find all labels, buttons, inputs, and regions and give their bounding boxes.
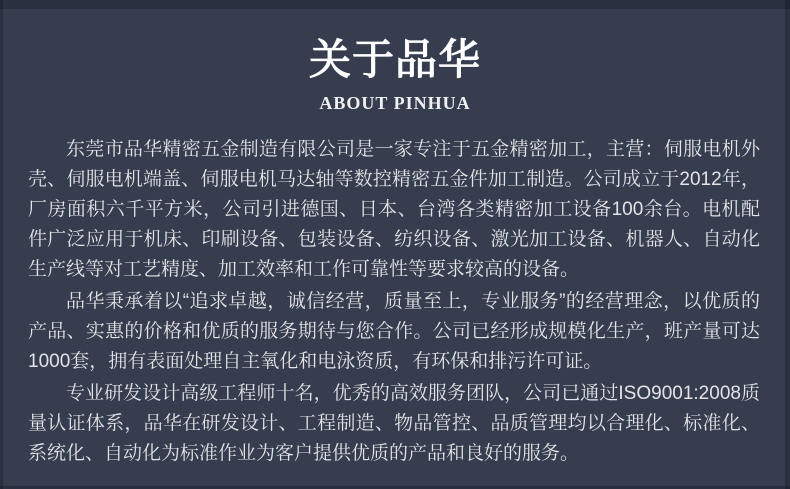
about-paragraph-3: 专业研发设计高级工程师十名，优秀的高效服务团队，公司已通过ISO9001:2008质量认证体系，品华在研发设计、工程制造、物品管控、品质管理均以合理化、标准化、系统化、自动化为标准作业为客户提供优质的产品和良好的服务。 <box>28 383 760 465</box>
about-section-header <box>0 0 790 112</box>
page-title: 关于品华 <box>308 38 481 84</box>
about-content <box>28 135 760 469</box>
page-subtitle: ABOUT PINHUA <box>319 93 471 114</box>
about-paragraph-2: 品华秉承着以“追求卓越，诚信经营，质量至上，专业服务”的经营理念，以优质的产品、实惠的价格和优质的服务期待与您合作。公司已经形成规模化生产，班产量可达1000套，拥有表面处理自主氧化和电泳资质，有环保和排污许可证。 <box>28 291 760 373</box>
about-paragraph-1: 东莞市品华精密五金制造有限公司是一家专注于五金精密加工，主营：伺服电机外壳、伺服电机端盖、伺服电机马达轴等数控精密五金件加工制造。公司成立于2012年，厂房面积六千平方米，公司引进德国、日本、台湾各类精密加工设备100余台。电机配件广泛应用于机床、印刷设备、包装设备、纺织设备、激光加工设备、机器人、自动化生产线等对工艺精度、加工效率和工作可靠性等要求较高的设备。 <box>28 139 760 281</box>
